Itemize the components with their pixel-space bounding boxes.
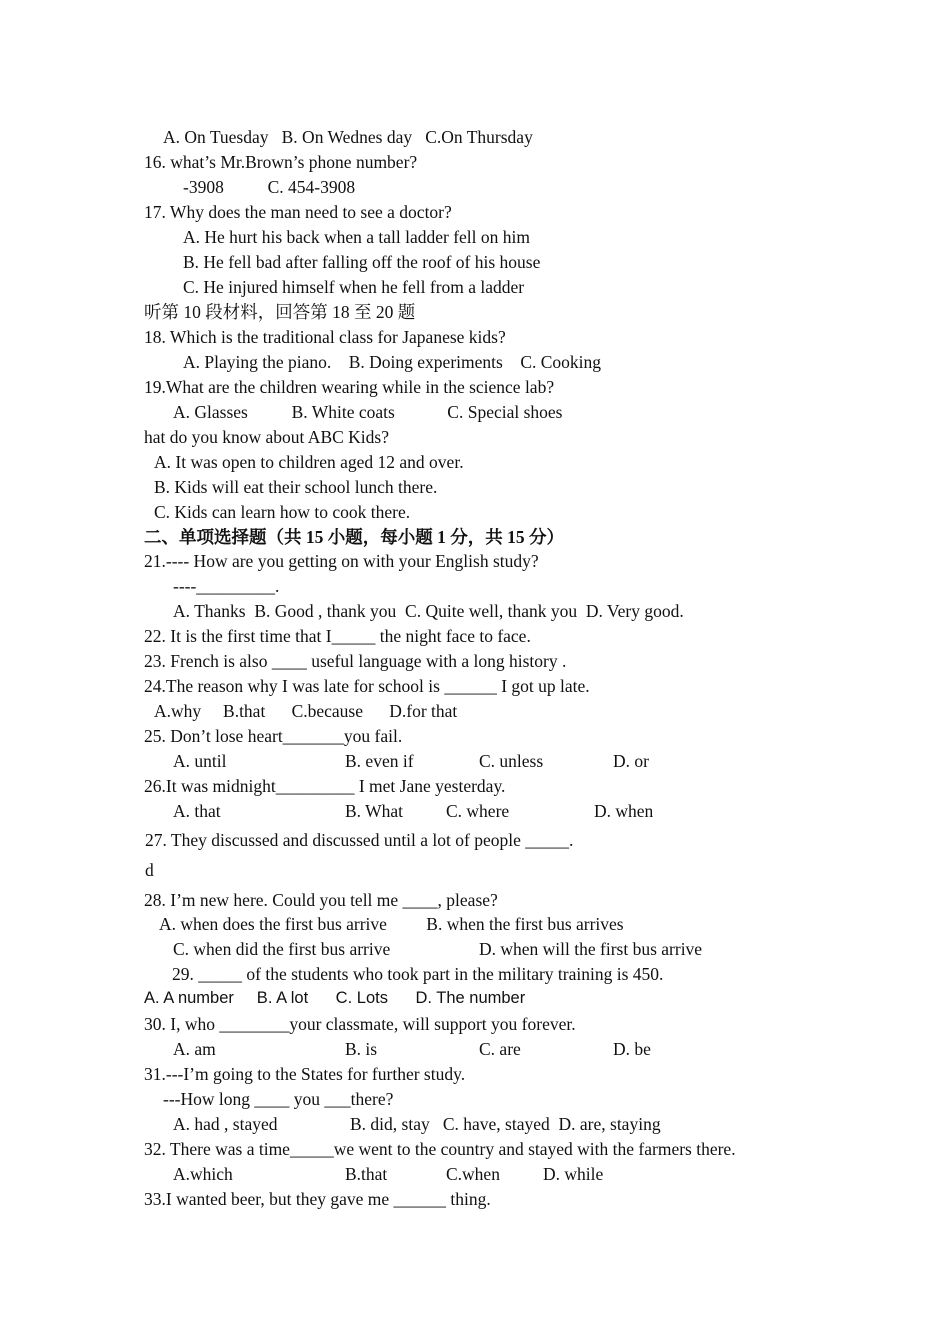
q24-question: 24.The reason why I was late for school is ______ I got up late. [144, 676, 590, 696]
q28-options-ab: A. when does the first bus arrive B. when the first bus arrives [159, 914, 624, 934]
q29-question: 29. _____ of the students who took part in the military training is 450. [172, 964, 664, 984]
q19-question: 19.What are the children wearing while in the science lab? [144, 377, 555, 397]
q30-option-c: C. are [479, 1039, 521, 1059]
q17-option-a: A. He hurt his back when a tall ladder fell on him [183, 227, 530, 247]
q17-option-b: B. He fell bad after falling off the roof of his house [183, 252, 541, 272]
q20-option-a: A. It was open to children aged 12 and over. [154, 452, 464, 472]
q32-question: 32. There was a time_____we went to the country and stayed with the farmers there. [144, 1139, 736, 1159]
q31-option-a: A. had , stayed [173, 1114, 278, 1134]
q20-option-b: B. Kids will eat their school lunch there. [154, 477, 438, 497]
q18-options: A. Playing the piano. B. Doing experiments C. Cooking [183, 352, 602, 372]
q32-option-d: D. while [543, 1164, 604, 1184]
q20-question: hat do you know about ABC Kids? [144, 427, 389, 447]
q28-question: 28. I’m new here. Could you tell me ____, please? [144, 890, 498, 910]
q33-question: 33.I wanted beer, but they gave me ______ thing. [144, 1189, 491, 1209]
q16-question: 16. what’s Mr.Brown’s phone number? [144, 152, 418, 172]
section-two-heading: 二、单项选择题（共 15 小题，每小题 1 分，共 15 分） [144, 527, 564, 547]
q26-question: 26.It was midnight_________ I met Jane yesterday. [144, 776, 506, 796]
q27-question: 27. They discussed and discussed until a lot of people _____. [145, 830, 574, 850]
q31-response: ---How long ____ you ___there? [163, 1089, 394, 1109]
q27-fragment: d [145, 860, 154, 880]
q26-option-b: B. What [345, 801, 404, 821]
q30-option-a: A. am [173, 1039, 216, 1059]
q25-option-b: B. even if [345, 751, 414, 771]
q28-option-d: D. when will the first bus arrive [479, 939, 703, 959]
q30-option-b: B. is [345, 1039, 378, 1059]
q29-options: A. A number B. A lot C. Lots D. The number [144, 989, 526, 1007]
q30-option-d: D. be [613, 1039, 651, 1059]
q21-options: A. Thanks B. Good , thank you C. Quite well, thank you D. Very good. [173, 601, 684, 621]
q19-options: A. Glasses B. White coats C. Special shoes [173, 402, 563, 422]
q32-option-a: A.which [173, 1164, 233, 1184]
q26-option-c: C. where [446, 801, 510, 821]
q26-option-d: D. when [594, 801, 654, 821]
q25-option-d: D. or [613, 751, 649, 771]
q28-option-c: C. when did the first bus arrive [173, 939, 391, 959]
q31-options-bcd: B. did, stay C. have, stayed D. are, staying [350, 1114, 661, 1134]
q22-question: 22. It is the first time that I_____ the night face to face. [144, 626, 531, 646]
q15-options: A. On Tuesday B. On Wednes day C.On Thursday [163, 127, 533, 147]
q31-question: 31.---I’m going to the States for further study. [144, 1064, 466, 1084]
q21-response-blank: ----_________. [173, 576, 280, 596]
q25-question: 25. Don’t lose heart_______you fail. [144, 726, 403, 746]
q26-option-a: A. that [173, 801, 221, 821]
q25-option-c: C. unless [479, 751, 544, 771]
q17-option-c: C. He injured himself when he fell from a ladder [183, 277, 525, 297]
q20-option-c: C. Kids can learn how to cook there. [154, 502, 411, 522]
q30-question: 30. I, who ________your classmate, will support you forever. [144, 1014, 576, 1034]
q21-question: 21.---- How are you getting on with your English study? [144, 551, 539, 571]
q25-option-a: A. until [173, 751, 227, 771]
q23-question: 23. French is also ____ useful language with a long history . [144, 651, 567, 671]
q18-question: 18. Which is the traditional class for Japanese kids? [144, 327, 506, 347]
q16-options: -3908 C. 454-3908 [183, 177, 356, 197]
q32-option-b: B.that [345, 1164, 388, 1184]
q17-question: 17. Why does the man need to see a doctor? [144, 202, 452, 222]
q24-options: A.why B.that C.because D.for that [154, 701, 458, 721]
q32-option-c: C.when [446, 1164, 500, 1184]
listening-section-instruction: 听第 10 段材料，回答第 18 至 20 题 [144, 302, 416, 322]
